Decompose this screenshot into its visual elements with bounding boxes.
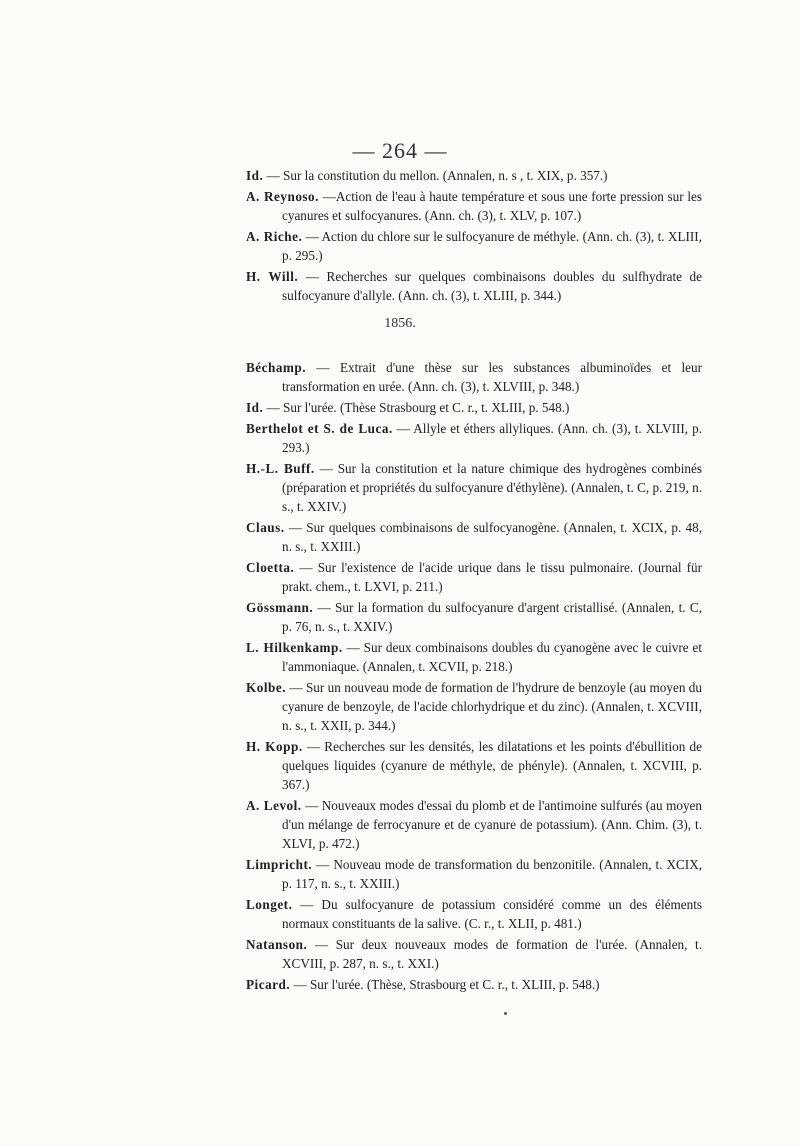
page-number: — 264 — (352, 138, 448, 163)
entry-author: Gössmann. (246, 600, 314, 615)
entry-text: — Sur quelques combinaisons de sulfocyanogène. (Annalen, t. XCIX, p. 48, n. s., t. XXIII.) (282, 520, 702, 554)
bibliography-entry (246, 855, 702, 893)
bibliography-entry (246, 267, 702, 305)
entry-text: — Sur la constitution du mellon. (Annalen, n. s , t. XIX, p. 357.) (266, 168, 608, 183)
entry-text: — Nouveau mode de transformation du benzonitile. (Annalen, t. XCIX, p. 117, n. s., t. XXIII.) (282, 857, 703, 891)
bibliography-entry (246, 166, 702, 185)
ink-dot (504, 1012, 507, 1015)
bibliography-entry (246, 598, 702, 636)
entry-author: Claus. (246, 520, 285, 535)
entry-text: — Sur la formation du sulfocyanure d'argent cristallisé. (Annalen, t. C, p. 76, n. s., t. XXIV.) (282, 600, 702, 634)
entry-text: — Action du chlore sur le sulfocyanure de méthyle. (Ann. ch. (3), t. XLIII, p. 295.) (282, 229, 702, 263)
entry-text: — Nouveaux modes d'essai du plomb et de l'antimoine sulfurés (au moyen d'un mélange de ferrocyanure et de cyanure de potassium). (Ann. Chim. (3), t. XLVI, p. 472.) (282, 798, 702, 851)
bibliography-entry (246, 796, 702, 853)
entry-text: — Du sulfocyanure de potassium considéré comme un des éléments normaux constituants de la salive. (C. r., t. XLII, p. 481.) (282, 897, 703, 931)
entry-author: Picard. (246, 977, 291, 992)
bibliography-entry (246, 975, 702, 994)
entry-text: —Action de l'eau à haute température et sous une forte pression sur les cyanures et sulfocyanures. (Ann. ch. (3), t. XLV, p. 107.) (282, 189, 703, 223)
bibliography-entry (246, 638, 702, 676)
bibliography-entry (246, 737, 702, 794)
entry-author: Limpricht. (246, 857, 313, 872)
entry-author: H.-L. Buff. (246, 461, 315, 476)
year-heading: 1856. (384, 316, 416, 331)
entry-author: Id. (246, 168, 264, 183)
bibliography-entry (246, 358, 702, 396)
entry-author: A. Reynoso. (246, 189, 319, 204)
entry-text: — Sur l'urée. (Thèse, Strasbourg et C. r., t. XLIII, p. 548.) (293, 977, 600, 992)
entry-text: — Sur l'existence de l'acide urique dans le tissu pulmonaire. (Journal für prakt. chem., t. LXVI, p. 211.) (282, 560, 702, 594)
entry-text: — Sur l'urée. (Thèse Strasbourg et C. r., t. XLIII, p. 548.) (266, 400, 570, 415)
entry-text: — Extrait d'une thèse sur les substances albuminoïdes et leur transformation en urée. (Ann. ch. (3), t. XLVIII, p. 348.) (282, 360, 702, 394)
bibliography-entry (246, 459, 702, 516)
entry-author: Cloetta. (246, 560, 295, 575)
entry-text: — Sur deux nouveaux modes de formation de l'urée. (Annalen, t. XCVIII, p. 287, n. s., t. XXI.) (282, 937, 703, 971)
bibliography-entry (246, 187, 702, 225)
entry-author: A. Levol. (246, 798, 302, 813)
bibliography-entry (246, 518, 702, 556)
entry-author: Berthelot et S. de Luca. (246, 421, 393, 436)
bibliography-entry (246, 678, 702, 735)
entry-author: A. Riche. (246, 229, 303, 244)
entry-text: — Sur un nouveau mode de formation de l'hydrure de benzoyle (au moyen du cyanure de benzoyle, de l'acide chlorhydrique et du zinc). (Annalen, t. XCVIII, n. s., t. XXII, p. 344.) (282, 680, 702, 733)
entry-author: Natanson. (246, 937, 308, 952)
bibliography-entry (246, 227, 702, 265)
bibliography-section-2 (246, 358, 702, 996)
entry-text: — Sur deux combinaisons doubles du cyanogène avec le cuivre et l'ammoniaque. (Annalen, t. XCVII, p. 218.) (282, 640, 702, 674)
entry-author: Longet. (246, 897, 293, 912)
bibliography-section-1 (246, 166, 702, 307)
bibliography-entry (246, 398, 702, 417)
bibliography-entry (246, 558, 702, 596)
entry-author: Id. (246, 400, 264, 415)
entry-text: — Allyle et éthers allyliques. (Ann. ch. (3), t. XLVIII, p. 293.) (282, 421, 703, 455)
entry-author: Kolbe. (246, 680, 286, 695)
entry-text: — Recherches sur quelques combinaisons doubles du sulfhydrate de sulfocyanure d'allyle. (Ann. ch. (3), t. XLIII, p. 344.) (282, 269, 703, 303)
bibliography-entry (246, 935, 702, 973)
entry-text: — Recherches sur les densités, les dilatations et les points d'ébullition de quelques liquides (cyanure de méthyle, de phényle). (Annalen, t. XCVIII, p. 367.) (282, 739, 703, 792)
entry-author: L. Hilkenkamp. (246, 640, 343, 655)
entry-author: H. Will. (246, 269, 299, 284)
bibliography-entry (246, 419, 702, 457)
entry-text: — Sur la constitution et la nature chimique des hydrogènes combinés (préparation et propriétés du sulfocyanure d'éthylène). (Annalen, t. C, p. 219, n. s., t. XXIV.) (282, 461, 703, 514)
entry-author: H. Kopp. (246, 739, 303, 754)
bibliography-entry (246, 895, 702, 933)
entry-author: Béchamp. (246, 360, 307, 375)
